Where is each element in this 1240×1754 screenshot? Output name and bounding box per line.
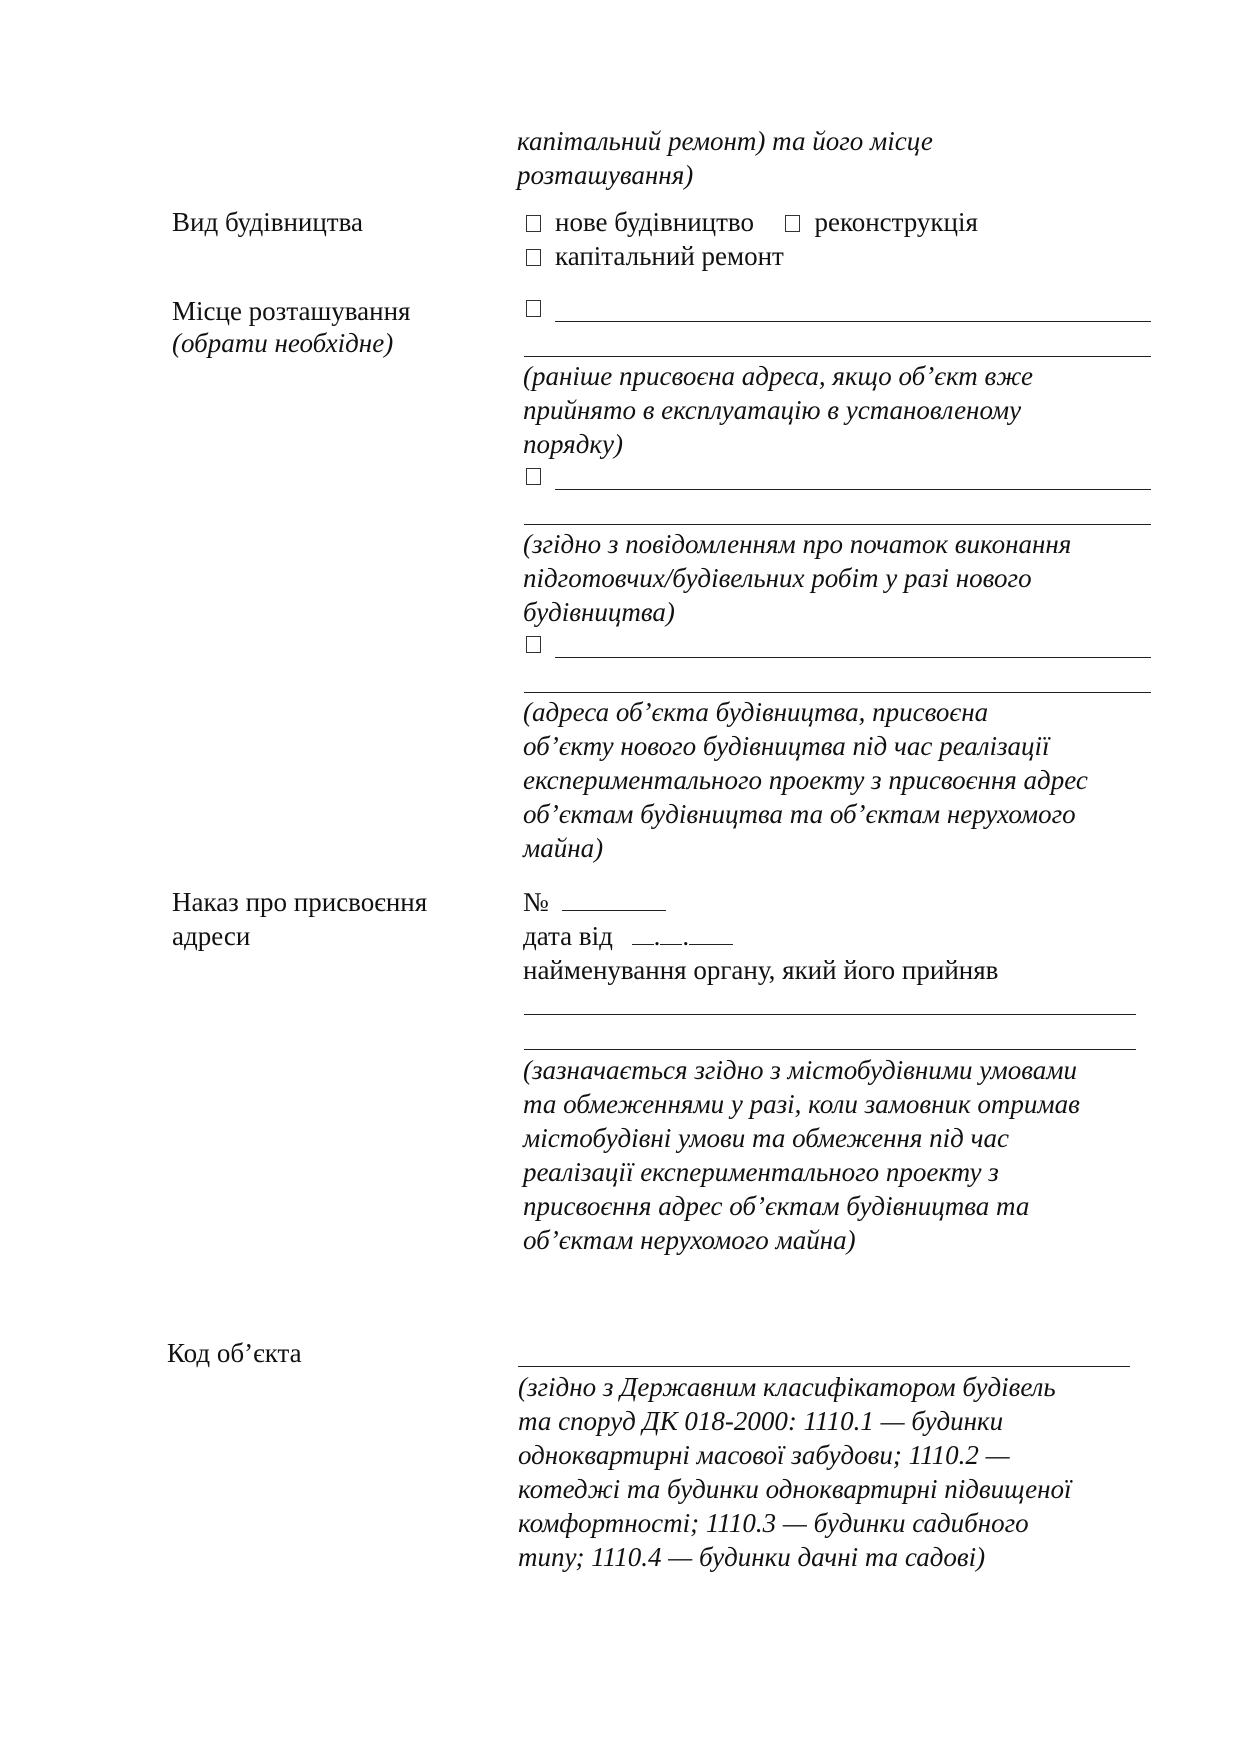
option-label: реконструкція — [814, 207, 978, 237]
address-input-line[interactable] — [524, 524, 1151, 525]
option-reconstruction[interactable] — [785, 207, 977, 237]
option-label: капітальний ремонт — [555, 241, 784, 271]
checkbox-icon[interactable] — [526, 300, 541, 317]
number-sign: № — [523, 887, 549, 917]
option-label: нове будівництво — [555, 207, 754, 237]
intro-line: капітальний ремонт) та його місце — [517, 126, 933, 156]
date-month-field[interactable] — [660, 922, 682, 945]
order-date-row — [523, 919, 998, 953]
checkbox-icon[interactable] — [526, 249, 541, 266]
location-option2-note: (згідно з повідомленням про початок виконання підготовчих/будівельних робіт у разі нового будівництва) — [523, 529, 1072, 627]
construction-type-label: Вид будівництва — [172, 207, 363, 237]
option-new-construction[interactable] — [526, 207, 761, 237]
address-input-line[interactable] — [555, 489, 1151, 490]
authority-label: найменування органу, який його прийняв — [523, 955, 999, 985]
authority-input-line[interactable] — [524, 1049, 1136, 1050]
location-option3-note: (адреса об’єкта будівництва, присвоєна об’єкту нового будівництва під час реалізації експериментального проекту з присвоєння адрес об’єктам будівництва та об’єктам нерухомого майна) — [523, 697, 1088, 863]
intro-line: розташування) — [517, 160, 694, 190]
authority-input-line[interactable] — [524, 1014, 1136, 1015]
date-day-field[interactable] — [632, 922, 654, 945]
option-capital-repair[interactable] — [526, 241, 784, 271]
order-note: (зазначається згідно з містобудівними умовами та обмеженнями у разі, коли замовник отримав містобудівні умови та обмеження під час реалізації експериментального проекту з присвоєння адрес об’єктам будівництва та об’єктам нерухомого майна) — [523, 1055, 1080, 1255]
location-label-note: (обрати необхідне) — [172, 328, 394, 358]
order-fields — [523, 885, 998, 987]
location-option1-note: (раніше присвоєна адреса, якщо об’єкт вже прийнято в експлуатацію в установленому порядку) — [523, 361, 1033, 459]
order-label: Наказ про присвоєння адреси — [172, 887, 428, 951]
address-input-line[interactable] — [524, 356, 1151, 357]
address-input-line[interactable] — [555, 321, 1151, 322]
checkbox-icon[interactable] — [526, 215, 541, 232]
object-code-note: (згідно з Державним класифікатором будівель та споруд ДК 018-2000: 1110.1 — будинки одноквартирні масової забудови; 1110.2 — котеджі та будинки одноквартирні підвищеної комфортності; 1110.3 — будинки садибного типу; 1110.4 — будинки дачні та садові) — [518, 1372, 1072, 1572]
date-year-field[interactable] — [689, 922, 733, 945]
object-code-input-line[interactable] — [518, 1366, 1130, 1367]
object-code-label: Код об’єкта — [167, 1338, 302, 1368]
checkbox-icon[interactable] — [526, 636, 541, 653]
construction-type-options — [526, 205, 978, 273]
checkbox-icon[interactable] — [785, 215, 800, 232]
checkbox-icon[interactable] — [526, 468, 541, 485]
address-input-line[interactable] — [524, 692, 1151, 693]
intro-fragment — [517, 124, 933, 192]
order-number-row — [523, 885, 998, 919]
address-input-line[interactable] — [555, 657, 1151, 658]
location-label: Місце розташування — [172, 296, 411, 326]
date-separator: . — [682, 921, 690, 951]
date-prefix: дата від — [523, 921, 613, 951]
order-number-field[interactable] — [562, 888, 666, 911]
date-separator: . — [653, 921, 661, 951]
